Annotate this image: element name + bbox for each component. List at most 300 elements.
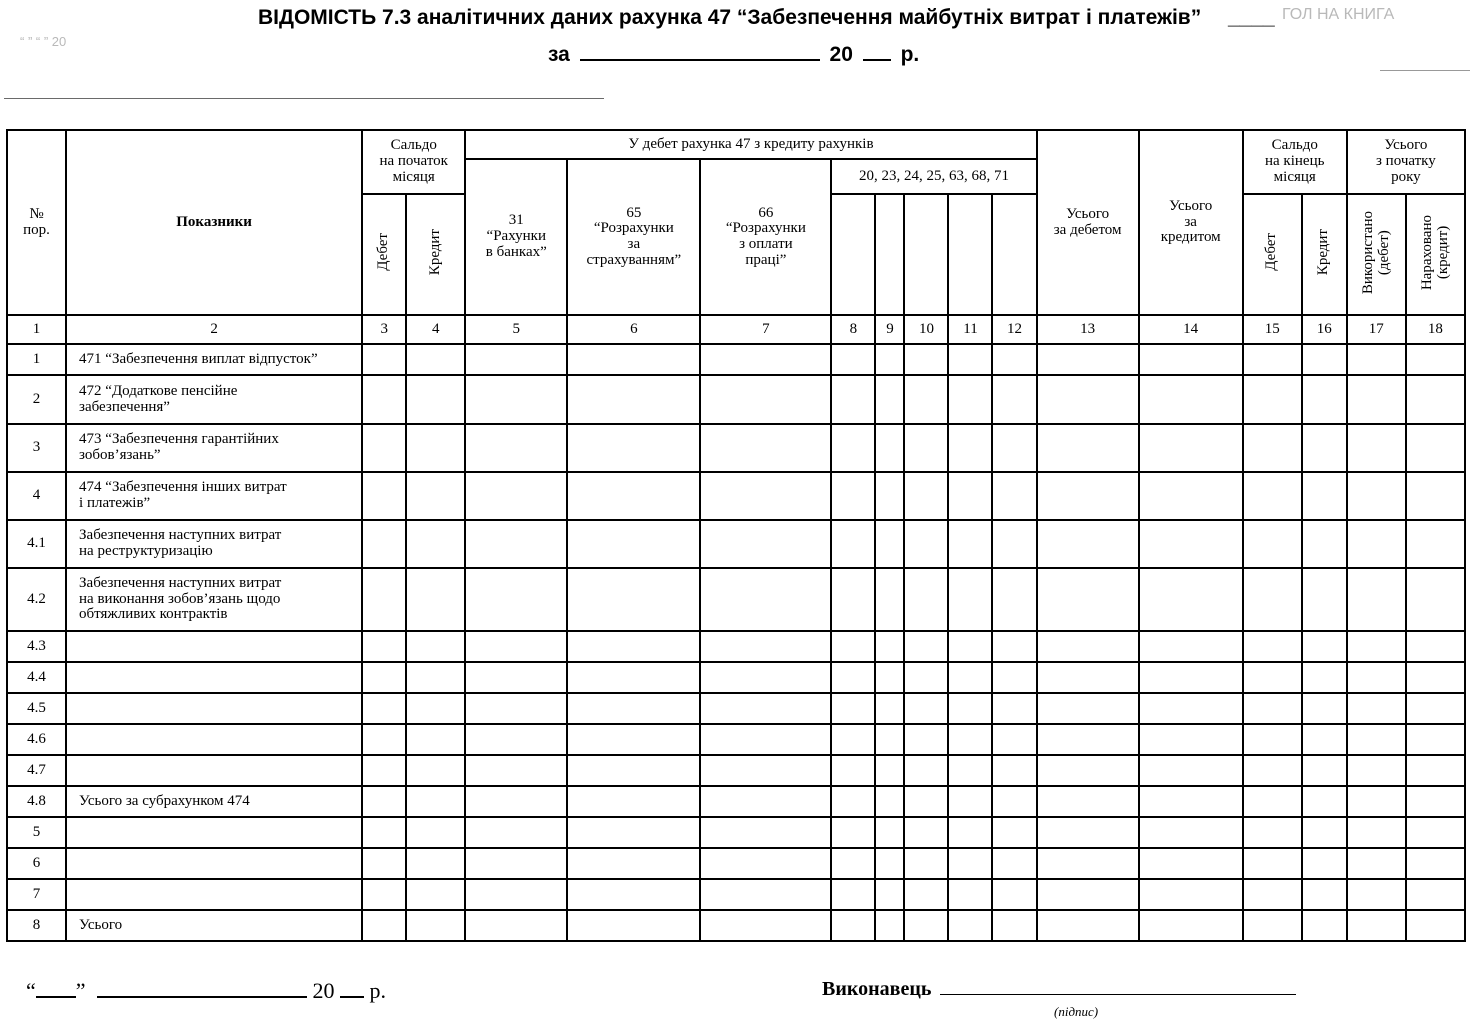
value-cell[interactable]	[948, 344, 992, 375]
value-cell[interactable]	[406, 817, 465, 848]
value-cell[interactable]	[1406, 344, 1465, 375]
value-cell[interactable]	[1139, 817, 1243, 848]
value-cell[interactable]	[831, 910, 875, 941]
value-cell[interactable]	[406, 631, 465, 662]
value-cell[interactable]	[465, 424, 567, 472]
value-cell[interactable]	[1243, 520, 1302, 568]
value-cell[interactable]	[465, 786, 567, 817]
value-cell[interactable]	[362, 817, 406, 848]
period-year: 20	[829, 43, 853, 66]
value-cell[interactable]	[948, 879, 992, 910]
value-cell[interactable]	[1243, 568, 1302, 631]
value-cell[interactable]	[831, 724, 875, 755]
value-cell[interactable]	[948, 631, 992, 662]
value-cell[interactable]	[700, 848, 831, 879]
value-cell[interactable]	[700, 662, 831, 693]
value-cell[interactable]	[992, 520, 1036, 568]
value-cell[interactable]	[567, 755, 700, 786]
value-cell[interactable]	[1406, 848, 1465, 879]
value-cell[interactable]	[1347, 424, 1406, 472]
value-cell[interactable]	[1302, 817, 1347, 848]
value-cell[interactable]	[948, 472, 992, 520]
value-cell[interactable]	[1037, 424, 1139, 472]
value-cell[interactable]	[362, 693, 406, 724]
value-cell[interactable]	[362, 879, 406, 910]
value-cell[interactable]	[362, 755, 406, 786]
value-cell[interactable]	[1139, 693, 1243, 724]
value-cell[interactable]	[831, 755, 875, 786]
value-cell[interactable]	[831, 375, 875, 424]
value-cell[interactable]	[567, 848, 700, 879]
value-cell[interactable]	[1302, 424, 1347, 472]
value-cell[interactable]	[1406, 724, 1465, 755]
table-row	[7, 662, 1465, 693]
value-cell[interactable]	[406, 879, 465, 910]
value-cell[interactable]	[700, 817, 831, 848]
row-number: 3	[7, 424, 66, 472]
value-cell[interactable]	[1406, 817, 1465, 848]
acc-other-col-3	[904, 194, 948, 315]
value-cell[interactable]	[1243, 424, 1302, 472]
value-cell[interactable]	[904, 375, 948, 424]
value-cell[interactable]	[465, 848, 567, 879]
value-cell[interactable]	[831, 520, 875, 568]
value-cell[interactable]	[567, 786, 700, 817]
value-cell[interactable]	[362, 786, 406, 817]
value-cell[interactable]	[700, 520, 831, 568]
title-text: ВІДОМІСТЬ 7.3 аналітичних даних рахунка 47 “Забезпечення майбутніх витрат і платежів”	[258, 6, 1202, 29]
value-cell[interactable]	[465, 879, 567, 910]
value-cell[interactable]	[700, 693, 831, 724]
value-cell[interactable]	[700, 631, 831, 662]
value-cell[interactable]	[465, 631, 567, 662]
column-number-cell: 11	[948, 315, 992, 344]
value-cell[interactable]	[992, 375, 1036, 424]
value-cell[interactable]	[1243, 817, 1302, 848]
value-cell[interactable]	[406, 520, 465, 568]
row-number: 4.5	[7, 693, 66, 724]
value-cell[interactable]	[465, 910, 567, 941]
value-cell[interactable]	[406, 568, 465, 631]
value-cell[interactable]	[1406, 693, 1465, 724]
value-cell[interactable]	[1037, 568, 1139, 631]
value-cell[interactable]	[406, 693, 465, 724]
row-indicator-label: 473 “Забезпечення гарантійних зобов’язань”	[66, 424, 362, 472]
value-cell[interactable]	[904, 631, 948, 662]
value-cell[interactable]	[1139, 472, 1243, 520]
value-cell[interactable]	[700, 424, 831, 472]
value-cell[interactable]	[465, 662, 567, 693]
value-cell[interactable]	[904, 724, 948, 755]
value-cell[interactable]	[567, 910, 700, 941]
value-cell[interactable]	[831, 786, 875, 817]
value-cell[interactable]	[904, 786, 948, 817]
value-cell[interactable]	[948, 424, 992, 472]
value-cell[interactable]	[1243, 472, 1302, 520]
value-cell[interactable]	[1347, 568, 1406, 631]
date-close-quote: ”	[75, 978, 86, 1003]
value-cell[interactable]	[362, 375, 406, 424]
value-cell[interactable]	[1037, 755, 1139, 786]
value-cell[interactable]	[700, 344, 831, 375]
row-number: 4.3	[7, 631, 66, 662]
value-cell[interactable]	[700, 786, 831, 817]
value-cell[interactable]	[1406, 520, 1465, 568]
value-cell[interactable]	[1347, 755, 1406, 786]
value-cell[interactable]	[362, 344, 406, 375]
value-cell[interactable]	[904, 817, 948, 848]
value-cell[interactable]	[1302, 662, 1347, 693]
value-cell[interactable]	[875, 910, 904, 941]
period-suffix: р.	[900, 43, 920, 66]
value-cell[interactable]	[362, 472, 406, 520]
value-cell[interactable]	[992, 693, 1036, 724]
value-cell[interactable]	[1139, 786, 1243, 817]
table-row	[7, 755, 1465, 786]
value-cell[interactable]	[1139, 848, 1243, 879]
value-cell[interactable]	[700, 910, 831, 941]
value-cell[interactable]	[875, 424, 904, 472]
row-indicator-label: Забезпечення наступних витрат на реструктуризацію	[66, 520, 362, 568]
value-cell[interactable]	[875, 879, 904, 910]
value-cell[interactable]	[362, 848, 406, 879]
value-cell[interactable]	[904, 344, 948, 375]
ghost-stamp-text: ГОЛ НА КНИГА	[1282, 6, 1395, 23]
table-row	[7, 344, 1465, 375]
value-cell[interactable]	[992, 848, 1036, 879]
value-cell[interactable]	[567, 568, 700, 631]
value-cell[interactable]	[831, 631, 875, 662]
acc66-header: 66 “Розрахунки з оплати праці”	[700, 159, 831, 315]
value-cell[interactable]	[904, 424, 948, 472]
value-cell[interactable]	[362, 724, 406, 755]
value-cell[interactable]	[567, 344, 700, 375]
signature-note: (підпис)	[1054, 1004, 1099, 1019]
value-cell[interactable]	[992, 724, 1036, 755]
value-cell[interactable]	[948, 520, 992, 568]
value-cell[interactable]	[904, 910, 948, 941]
value-cell[interactable]	[1347, 724, 1406, 755]
value-cell[interactable]	[1302, 786, 1347, 817]
value-cell[interactable]	[1243, 344, 1302, 375]
value-cell[interactable]	[1406, 662, 1465, 693]
value-cell[interactable]	[362, 662, 406, 693]
value-cell[interactable]	[567, 693, 700, 724]
value-cell[interactable]	[831, 568, 875, 631]
used-debit-header: Використано (дебет)	[1347, 194, 1406, 315]
value-cell[interactable]	[465, 375, 567, 424]
row-indicator-label: 474 “Забезпечення інших витрат і платежів”	[66, 472, 362, 520]
total-debit-header: Усього за дебетом	[1037, 130, 1139, 315]
value-cell[interactable]	[875, 520, 904, 568]
value-cell[interactable]	[1347, 786, 1406, 817]
value-cell[interactable]	[362, 631, 406, 662]
value-cell[interactable]	[1302, 568, 1347, 631]
value-cell[interactable]	[1037, 817, 1139, 848]
column-number-row	[7, 315, 1465, 344]
value-cell[interactable]	[1243, 879, 1302, 910]
value-cell[interactable]	[1243, 724, 1302, 755]
value-cell[interactable]	[465, 472, 567, 520]
value-cell[interactable]	[567, 631, 700, 662]
value-cell[interactable]	[875, 344, 904, 375]
total-credit-header: Усього за кредитом	[1139, 130, 1243, 315]
value-cell[interactable]	[992, 568, 1036, 631]
value-cell[interactable]	[1302, 375, 1347, 424]
value-cell[interactable]	[875, 786, 904, 817]
value-cell[interactable]	[700, 375, 831, 424]
value-cell[interactable]	[362, 520, 406, 568]
value-cell[interactable]	[992, 631, 1036, 662]
value-cell[interactable]	[1302, 472, 1347, 520]
value-cell[interactable]	[1302, 631, 1347, 662]
value-cell[interactable]	[362, 910, 406, 941]
value-cell[interactable]	[904, 568, 948, 631]
value-cell[interactable]	[1406, 631, 1465, 662]
value-cell[interactable]	[1347, 375, 1406, 424]
value-cell[interactable]	[1037, 520, 1139, 568]
column-number-cell: 13	[1037, 315, 1139, 344]
value-cell[interactable]	[406, 848, 465, 879]
value-cell[interactable]	[948, 755, 992, 786]
value-cell[interactable]	[1302, 724, 1347, 755]
table-row	[7, 631, 1465, 662]
value-cell[interactable]	[567, 879, 700, 910]
value-cell[interactable]	[1139, 520, 1243, 568]
table-row	[7, 693, 1465, 724]
value-cell[interactable]	[1406, 568, 1465, 631]
value-cell[interactable]	[1139, 662, 1243, 693]
value-cell[interactable]	[1347, 472, 1406, 520]
value-cell[interactable]	[1139, 910, 1243, 941]
value-cell[interactable]	[904, 848, 948, 879]
value-cell[interactable]	[948, 786, 992, 817]
footer-date	[26, 978, 386, 1004]
value-cell[interactable]	[1406, 786, 1465, 817]
row-number: 4.1	[7, 520, 66, 568]
value-cell[interactable]	[1347, 520, 1406, 568]
value-cell[interactable]	[567, 424, 700, 472]
value-cell[interactable]	[567, 472, 700, 520]
value-cell[interactable]	[1243, 375, 1302, 424]
value-cell[interactable]	[1302, 344, 1347, 375]
value-cell[interactable]	[406, 662, 465, 693]
saldo-end-debit-header: Дебет	[1243, 194, 1302, 315]
value-cell[interactable]	[1037, 472, 1139, 520]
value-cell[interactable]	[1037, 724, 1139, 755]
value-cell[interactable]	[1302, 693, 1347, 724]
row-number: 2	[7, 375, 66, 424]
value-cell[interactable]	[406, 910, 465, 941]
value-cell[interactable]	[1347, 910, 1406, 941]
value-cell[interactable]	[406, 724, 465, 755]
value-cell[interactable]	[700, 755, 831, 786]
value-cell[interactable]	[406, 755, 465, 786]
value-cell[interactable]	[831, 344, 875, 375]
value-cell[interactable]	[831, 817, 875, 848]
value-cell[interactable]	[904, 662, 948, 693]
value-cell[interactable]	[465, 755, 567, 786]
value-cell[interactable]	[831, 472, 875, 520]
value-cell[interactable]	[1037, 375, 1139, 424]
value-cell[interactable]	[1302, 879, 1347, 910]
value-cell[interactable]	[406, 375, 465, 424]
value-cell[interactable]	[406, 472, 465, 520]
value-cell[interactable]	[1037, 631, 1139, 662]
value-cell[interactable]	[948, 724, 992, 755]
value-cell[interactable]	[1347, 848, 1406, 879]
value-cell[interactable]	[465, 693, 567, 724]
period-blank	[580, 41, 820, 61]
value-cell[interactable]	[1139, 724, 1243, 755]
value-cell[interactable]	[1302, 755, 1347, 786]
value-cell[interactable]	[465, 568, 567, 631]
value-cell[interactable]	[831, 662, 875, 693]
value-cell[interactable]	[904, 472, 948, 520]
value-cell[interactable]	[992, 472, 1036, 520]
value-cell[interactable]	[1347, 693, 1406, 724]
value-cell[interactable]	[948, 910, 992, 941]
value-cell[interactable]	[992, 879, 1036, 910]
row-indicator-label	[66, 724, 362, 755]
value-cell[interactable]	[1139, 631, 1243, 662]
value-cell[interactable]	[1243, 755, 1302, 786]
value-cell[interactable]	[567, 724, 700, 755]
column-number-cell: 1	[7, 315, 66, 344]
col-no-header: № пор.	[7, 130, 66, 315]
value-cell[interactable]	[1302, 848, 1347, 879]
value-cell[interactable]	[948, 375, 992, 424]
value-cell[interactable]	[700, 568, 831, 631]
value-cell[interactable]	[1302, 910, 1347, 941]
value-cell[interactable]	[1406, 755, 1465, 786]
value-cell[interactable]	[875, 755, 904, 786]
value-cell[interactable]	[465, 520, 567, 568]
value-cell[interactable]	[904, 520, 948, 568]
value-cell[interactable]	[875, 568, 904, 631]
value-cell[interactable]	[1347, 662, 1406, 693]
value-cell[interactable]	[465, 344, 567, 375]
value-cell[interactable]	[948, 693, 992, 724]
value-cell[interactable]	[875, 817, 904, 848]
value-cell[interactable]	[1406, 879, 1465, 910]
value-cell[interactable]	[1037, 848, 1139, 879]
value-cell[interactable]	[1139, 879, 1243, 910]
value-cell[interactable]	[406, 344, 465, 375]
value-cell[interactable]	[992, 755, 1036, 786]
row-number: 8	[7, 910, 66, 941]
value-cell[interactable]	[904, 879, 948, 910]
period-year-blank	[863, 41, 891, 61]
row-number: 4.8	[7, 786, 66, 817]
value-cell[interactable]	[1139, 755, 1243, 786]
value-cell[interactable]	[831, 879, 875, 910]
value-cell[interactable]	[465, 724, 567, 755]
value-cell[interactable]	[992, 817, 1036, 848]
value-cell[interactable]	[1243, 693, 1302, 724]
value-cell[interactable]	[992, 424, 1036, 472]
value-cell[interactable]	[567, 375, 700, 424]
table-row	[7, 568, 1465, 631]
value-cell[interactable]	[1037, 344, 1139, 375]
value-cell[interactable]	[875, 375, 904, 424]
value-cell[interactable]	[1037, 910, 1139, 941]
column-number-cell: 14	[1139, 315, 1243, 344]
value-cell[interactable]	[1139, 375, 1243, 424]
value-cell[interactable]	[1243, 910, 1302, 941]
value-cell[interactable]	[1139, 424, 1243, 472]
value-cell[interactable]	[1302, 520, 1347, 568]
value-cell[interactable]	[992, 786, 1036, 817]
value-cell[interactable]	[567, 662, 700, 693]
value-cell[interactable]	[465, 817, 567, 848]
value-cell[interactable]	[992, 662, 1036, 693]
value-cell[interactable]	[992, 344, 1036, 375]
value-cell[interactable]	[362, 424, 406, 472]
acc31-header: 31 “Рахунки в банках”	[465, 159, 567, 315]
value-cell[interactable]	[1139, 344, 1243, 375]
value-cell[interactable]	[1037, 662, 1139, 693]
acc-other-col-2	[875, 194, 904, 315]
value-cell[interactable]	[1347, 879, 1406, 910]
value-cell[interactable]	[1347, 631, 1406, 662]
value-cell[interactable]	[875, 631, 904, 662]
value-cell[interactable]	[875, 472, 904, 520]
value-cell[interactable]	[1406, 910, 1465, 941]
value-cell[interactable]	[567, 817, 700, 848]
value-cell[interactable]	[1243, 848, 1302, 879]
value-cell[interactable]	[831, 693, 875, 724]
value-cell[interactable]	[875, 848, 904, 879]
value-cell[interactable]	[1347, 344, 1406, 375]
value-cell[interactable]	[904, 755, 948, 786]
value-cell[interactable]	[406, 786, 465, 817]
value-cell[interactable]	[567, 520, 700, 568]
column-number-cell: 18	[1406, 315, 1465, 344]
ghost-date-text: “ ” “ ” 20	[20, 34, 67, 49]
value-cell[interactable]	[831, 424, 875, 472]
value-cell[interactable]	[948, 662, 992, 693]
value-cell[interactable]	[1037, 786, 1139, 817]
value-cell[interactable]	[948, 568, 992, 631]
value-cell[interactable]	[1037, 693, 1139, 724]
value-cell[interactable]	[875, 693, 904, 724]
value-cell[interactable]	[904, 693, 948, 724]
value-cell[interactable]	[700, 472, 831, 520]
value-cell[interactable]	[1406, 375, 1465, 424]
row-indicator-label	[66, 693, 362, 724]
footer-year-blank	[340, 980, 364, 998]
value-cell[interactable]	[992, 910, 1036, 941]
value-cell[interactable]	[1243, 662, 1302, 693]
value-cell[interactable]	[831, 848, 875, 879]
value-cell[interactable]	[948, 817, 992, 848]
value-cell[interactable]	[1406, 424, 1465, 472]
value-cell[interactable]	[1037, 879, 1139, 910]
value-cell[interactable]	[875, 724, 904, 755]
value-cell[interactable]	[1139, 568, 1243, 631]
value-cell[interactable]	[406, 424, 465, 472]
value-cell[interactable]	[700, 724, 831, 755]
value-cell[interactable]	[948, 848, 992, 879]
value-cell[interactable]	[1406, 472, 1465, 520]
value-cell[interactable]	[875, 662, 904, 693]
value-cell[interactable]	[1243, 631, 1302, 662]
value-cell[interactable]	[700, 879, 831, 910]
value-cell[interactable]	[1243, 786, 1302, 817]
value-cell[interactable]	[1347, 817, 1406, 848]
value-cell[interactable]	[362, 568, 406, 631]
